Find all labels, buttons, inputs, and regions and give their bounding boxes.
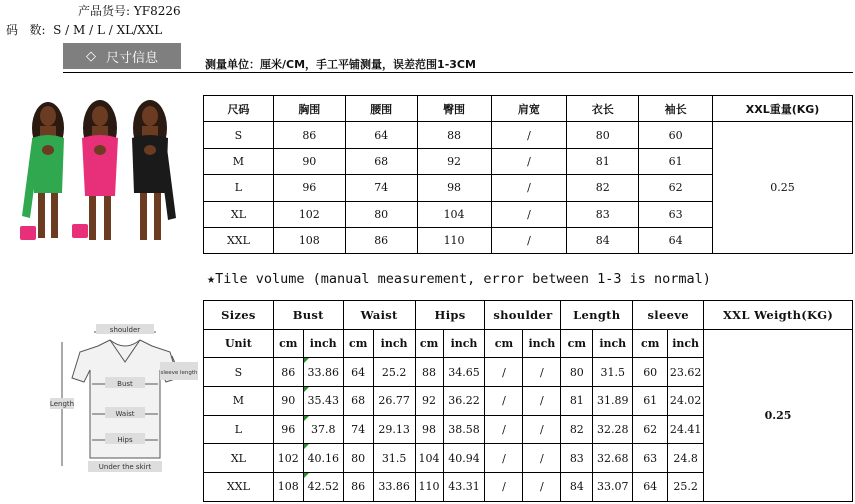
cell: M — [204, 148, 274, 174]
cell: 60 — [639, 122, 713, 148]
unit-cell: cm — [633, 329, 668, 358]
cell: M — [204, 387, 274, 416]
size-info-tab-label: 尺寸信息 — [105, 50, 158, 66]
unit-cell: inch — [668, 329, 704, 358]
cell: 88 — [415, 358, 443, 387]
cell: 108 — [273, 473, 303, 502]
size-range: 码 数: S / M / L / XL/XXL — [6, 23, 163, 37]
cell: 64 — [345, 122, 417, 148]
cell: / — [491, 175, 567, 201]
cell: L — [204, 175, 274, 201]
header-cell: 尺码 — [204, 96, 274, 122]
cell: / — [523, 444, 561, 473]
header-cell: 衣长 — [567, 96, 639, 122]
measurement-note: 测量单位：厘米/CM，手工平铺测量，误差范围1-3CM — [205, 58, 476, 71]
cell: 40.94 — [443, 444, 485, 473]
cell: 60 — [633, 358, 668, 387]
cell: 83 — [561, 444, 593, 473]
cell: 88 — [417, 122, 491, 148]
cell: 104 — [415, 444, 443, 473]
cell: 86 — [273, 358, 303, 387]
cell: 31.5 — [373, 444, 415, 473]
cell: 64 — [639, 227, 713, 253]
cell: 32.28 — [593, 415, 633, 444]
cell: 37.8 — [303, 415, 343, 444]
cell: 61 — [639, 148, 713, 174]
cell: 84 — [567, 227, 639, 253]
cell: 92 — [415, 387, 443, 416]
header-cell: 臀围 — [417, 96, 491, 122]
cell: / — [491, 148, 567, 174]
sketch-label-hips: Hips — [117, 436, 133, 444]
cell: 102 — [273, 444, 303, 473]
cell: XL — [204, 201, 274, 227]
sketch-label-shoulder: shoulder — [109, 326, 141, 334]
cell: 90 — [273, 148, 345, 174]
cell: 92 — [417, 148, 491, 174]
cell: / — [485, 387, 523, 416]
cell: 74 — [343, 415, 373, 444]
cell: 68 — [343, 387, 373, 416]
unit-cell: cm — [485, 329, 523, 358]
table-header-row — [204, 301, 853, 330]
cell: 38.58 — [443, 415, 485, 444]
cell: 63 — [639, 201, 713, 227]
cell: 80 — [567, 122, 639, 148]
header-cell: shoulder — [485, 301, 561, 330]
cell: 86 — [343, 473, 373, 502]
unit-cell: cm — [273, 329, 303, 358]
cell: 96 — [273, 175, 345, 201]
size-info-tab[interactable] — [63, 43, 181, 69]
cell: 62 — [639, 175, 713, 201]
tab-underline — [63, 72, 853, 73]
sketch-label-under: Under the skirt — [98, 463, 152, 471]
cell: 80 — [345, 201, 417, 227]
unit-row — [204, 329, 853, 358]
cell: XXL — [204, 227, 274, 253]
cell: 110 — [415, 473, 443, 502]
cell: / — [491, 201, 567, 227]
cell: 83 — [567, 201, 639, 227]
header-cell: XXL Weigth(KG) — [704, 301, 853, 330]
header-cell: Sizes — [204, 301, 274, 330]
unit-cell: cm — [561, 329, 593, 358]
cell: / — [485, 358, 523, 387]
cell: 64 — [633, 473, 668, 502]
cell: 24.41 — [668, 415, 704, 444]
cell: 96 — [273, 415, 303, 444]
header-cell: Hips — [415, 301, 485, 330]
table-header-row — [204, 96, 853, 122]
cell: 42.52 — [303, 473, 343, 502]
unit-cell: inch — [303, 329, 343, 358]
cell: 33.07 — [593, 473, 633, 502]
cell: 29.13 — [373, 415, 415, 444]
header-cell: 袖长 — [639, 96, 713, 122]
cell: 104 — [417, 201, 491, 227]
cell: / — [523, 473, 561, 502]
cell: / — [523, 387, 561, 416]
unit-cell: inch — [523, 329, 561, 358]
cell: 81 — [567, 148, 639, 174]
cell: 26.77 — [373, 387, 415, 416]
unit-cell: cm — [415, 329, 443, 358]
cell: 31.89 — [593, 387, 633, 416]
unit-label: Unit — [204, 329, 274, 358]
cell: 63 — [633, 444, 668, 473]
cell: S — [204, 122, 274, 148]
cell: / — [485, 415, 523, 444]
cell: 43.31 — [443, 473, 485, 502]
cell: 86 — [345, 227, 417, 253]
cell: 23.62 — [668, 358, 704, 387]
cell: 68 — [345, 148, 417, 174]
cell: 64 — [343, 358, 373, 387]
cell: 90 — [273, 387, 303, 416]
cell: 36.22 — [443, 387, 485, 416]
header-cell: 胸围 — [273, 96, 345, 122]
cell: XL — [204, 444, 274, 473]
header-cell: 腰围 — [345, 96, 417, 122]
cell: / — [491, 227, 567, 253]
cell: 110 — [417, 227, 491, 253]
cell: 33.86 — [303, 358, 343, 387]
cell: 80 — [561, 358, 593, 387]
cell: 24.8 — [668, 444, 704, 473]
cell: 24.02 — [668, 387, 704, 416]
cell: XXL — [204, 473, 274, 502]
cell: 62 — [633, 415, 668, 444]
cell: 81 — [561, 387, 593, 416]
cell: 31.5 — [593, 358, 633, 387]
table-row — [204, 122, 853, 148]
cell: 35.43 — [303, 387, 343, 416]
header-cell: sleeve — [633, 301, 704, 330]
header-cell: 肩宽 — [491, 96, 567, 122]
sketch-label-sleeve: sleeve length — [160, 370, 198, 376]
cell: / — [523, 415, 561, 444]
size-table-en — [203, 300, 853, 502]
header-cell: Waist — [343, 301, 415, 330]
sketch-label-waist: Waist — [115, 410, 135, 418]
cell: / — [523, 358, 561, 387]
cell: 84 — [561, 473, 593, 502]
cell: 61 — [633, 387, 668, 416]
weight-cell: 0.25 — [704, 329, 853, 501]
cell: 32.68 — [593, 444, 633, 473]
unit-cell: cm — [343, 329, 373, 358]
size-table-cn — [203, 95, 853, 254]
cell: 25.2 — [668, 473, 704, 502]
cell: 33.86 — [373, 473, 415, 502]
sketch-label-length: Length — [50, 400, 75, 408]
cell: 80 — [343, 444, 373, 473]
header-cell: Bust — [273, 301, 343, 330]
unit-cell: inch — [593, 329, 633, 358]
unit-cell: inch — [373, 329, 415, 358]
cell: S — [204, 358, 274, 387]
cell: 102 — [273, 201, 345, 227]
cell: 82 — [561, 415, 593, 444]
cell: L — [204, 415, 274, 444]
model-photo — [18, 98, 178, 250]
cell: 86 — [273, 122, 345, 148]
cell: / — [485, 473, 523, 502]
cell: 108 — [273, 227, 345, 253]
diamond-icon: ◇ — [85, 48, 96, 64]
cell: 40.16 — [303, 444, 343, 473]
product-code: 产品货号: YF8226 — [78, 4, 181, 18]
cell: 82 — [567, 175, 639, 201]
cell: 25.2 — [373, 358, 415, 387]
weight-cell: 0.25 — [713, 122, 853, 254]
sketch-label-bust: Bust — [117, 380, 133, 388]
cell: 34.65 — [443, 358, 485, 387]
measurement-sketch — [50, 318, 200, 478]
cell: 98 — [417, 175, 491, 201]
unit-cell: inch — [443, 329, 485, 358]
cell: 74 — [345, 175, 417, 201]
tile-volume-title: ★Tile volume (manual measurement, error between 1-3 is normal) — [207, 271, 711, 287]
cell: / — [485, 444, 523, 473]
header-cell: XXL重量(KG) — [713, 96, 853, 122]
cell: 98 — [415, 415, 443, 444]
cell: / — [491, 122, 567, 148]
header-cell: Length — [561, 301, 633, 330]
